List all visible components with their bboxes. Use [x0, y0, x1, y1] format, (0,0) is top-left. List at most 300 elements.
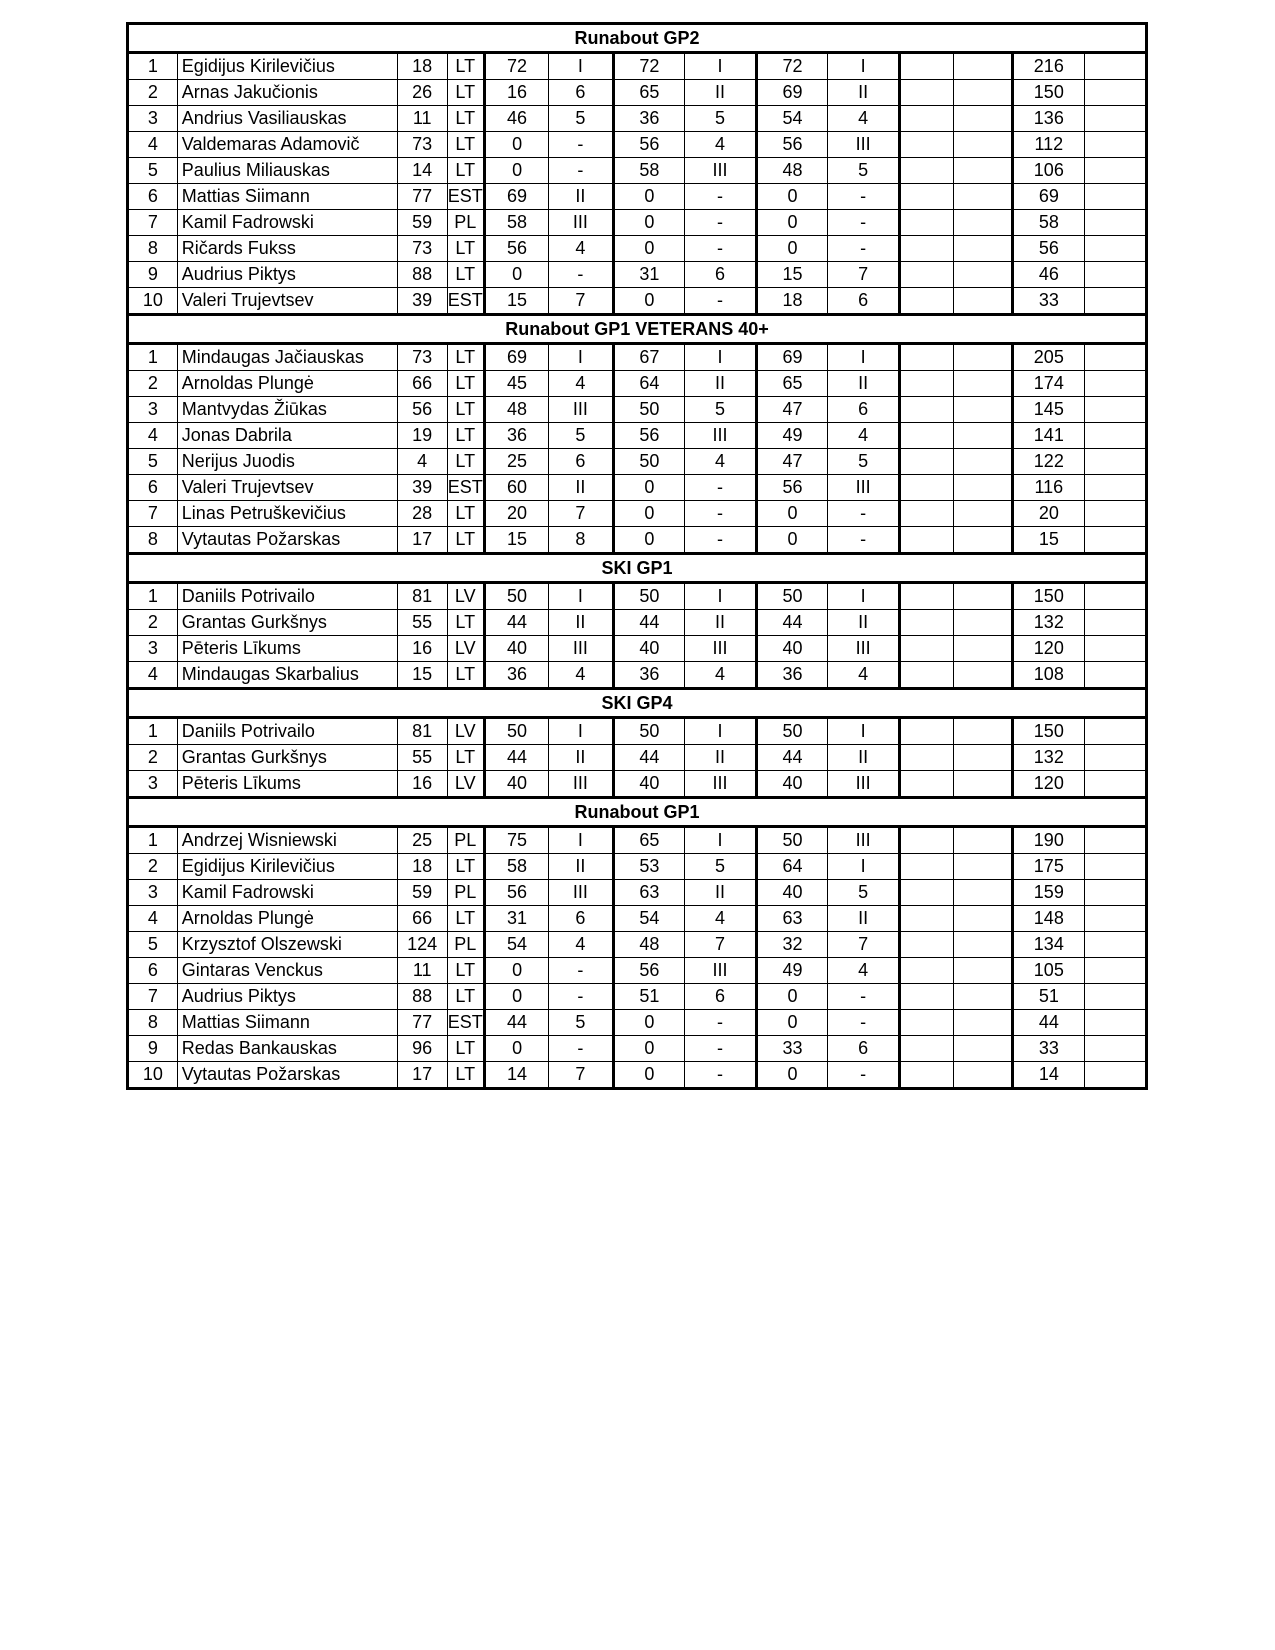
rider-name-cell: Vytautas Požarskas: [177, 1062, 397, 1089]
race-number-cell: 66: [397, 371, 447, 397]
total-points-cell: 15: [1013, 527, 1085, 554]
total-points-cell: 141: [1013, 423, 1085, 449]
country-cell: EST: [447, 184, 484, 210]
table-row: [128, 1062, 1147, 1089]
country-cell: LV: [447, 583, 484, 610]
race-number-cell: 81: [397, 583, 447, 610]
rider-name-cell: Mantvydas Žiūkas: [177, 397, 397, 423]
table-row: [128, 880, 1147, 906]
race1-points-cell: 0: [484, 132, 548, 158]
race-number-cell: 73: [397, 344, 447, 371]
race-number-cell: 96: [397, 1036, 447, 1062]
total-points-cell: 216: [1013, 53, 1085, 80]
country-cell: LT: [447, 344, 484, 371]
section-title: Runabout GP1 VETERANS 40+: [128, 315, 1147, 344]
rider-name-cell: Arnoldas Plungė: [177, 371, 397, 397]
extra-col-a-cell: [899, 449, 953, 475]
race1-place-cell: 4: [549, 236, 613, 262]
place-cell: 1: [128, 583, 178, 610]
race1-place-cell: III: [549, 210, 613, 236]
rider-name-cell: Pēteris Līkums: [177, 771, 397, 798]
rider-name-cell: Kamil Fadrowski: [177, 210, 397, 236]
race2-place-cell: III: [685, 771, 757, 798]
extra-col-b-cell: [953, 984, 1012, 1010]
race1-points-cell: 58: [484, 210, 548, 236]
race3-points-cell: 50: [756, 718, 828, 745]
extra-col-b-cell: [953, 527, 1012, 554]
race2-place-cell: 4: [685, 662, 757, 689]
race3-place-cell: II: [828, 745, 900, 771]
race2-points-cell: 64: [613, 371, 685, 397]
extra-col-c-cell: [1084, 636, 1146, 662]
total-points-cell: 122: [1013, 449, 1085, 475]
country-cell: LT: [447, 80, 484, 106]
extra-col-c-cell: [1084, 475, 1146, 501]
race3-place-cell: 4: [828, 423, 900, 449]
extra-col-b-cell: [953, 1062, 1012, 1089]
table-row: [128, 1010, 1147, 1036]
race-number-cell: 88: [397, 262, 447, 288]
race2-points-cell: 31: [613, 262, 685, 288]
total-points-cell: 106: [1013, 158, 1085, 184]
extra-col-c-cell: [1084, 827, 1146, 854]
extra-col-a-cell: [899, 771, 953, 798]
race-number-cell: 73: [397, 132, 447, 158]
place-cell: 4: [128, 662, 178, 689]
country-cell: LV: [447, 771, 484, 798]
race3-place-cell: III: [828, 827, 900, 854]
race3-place-cell: -: [828, 527, 900, 554]
rider-name-cell: Valdemaras Adamovič: [177, 132, 397, 158]
extra-col-c-cell: [1084, 132, 1146, 158]
extra-col-a-cell: [899, 958, 953, 984]
total-points-cell: 150: [1013, 80, 1085, 106]
place-cell: 5: [128, 932, 178, 958]
place-cell: 8: [128, 236, 178, 262]
race1-points-cell: 54: [484, 932, 548, 958]
table-row: [128, 932, 1147, 958]
race1-points-cell: 45: [484, 371, 548, 397]
country-cell: EST: [447, 1010, 484, 1036]
race1-place-cell: III: [549, 880, 613, 906]
race3-points-cell: 0: [756, 184, 828, 210]
race2-place-cell: 4: [685, 906, 757, 932]
race-number-cell: 77: [397, 1010, 447, 1036]
race-number-cell: 28: [397, 501, 447, 527]
extra-col-b-cell: [953, 158, 1012, 184]
race3-points-cell: 40: [756, 636, 828, 662]
race3-points-cell: 36: [756, 662, 828, 689]
race-number-cell: 14: [397, 158, 447, 184]
race-number-cell: 124: [397, 932, 447, 958]
place-cell: 8: [128, 527, 178, 554]
table-row: [128, 53, 1147, 80]
extra-col-c-cell: [1084, 745, 1146, 771]
race2-points-cell: 0: [613, 288, 685, 315]
country-cell: LV: [447, 718, 484, 745]
race3-points-cell: 0: [756, 1062, 828, 1089]
rider-name-cell: Jonas Dabrila: [177, 423, 397, 449]
extra-col-c-cell: [1084, 158, 1146, 184]
place-cell: 7: [128, 210, 178, 236]
extra-col-a-cell: [899, 106, 953, 132]
race-number-cell: 18: [397, 854, 447, 880]
race2-place-cell: -: [685, 1010, 757, 1036]
race2-points-cell: 44: [613, 745, 685, 771]
total-points-cell: 205: [1013, 344, 1085, 371]
race-number-cell: 59: [397, 210, 447, 236]
total-points-cell: 33: [1013, 288, 1085, 315]
extra-col-a-cell: [899, 610, 953, 636]
extra-col-b-cell: [953, 288, 1012, 315]
race2-points-cell: 56: [613, 132, 685, 158]
race1-place-cell: 4: [549, 662, 613, 689]
race-number-cell: 66: [397, 906, 447, 932]
place-cell: 3: [128, 636, 178, 662]
race1-points-cell: 15: [484, 527, 548, 554]
race3-place-cell: 4: [828, 662, 900, 689]
extra-col-a-cell: [899, 527, 953, 554]
country-cell: EST: [447, 475, 484, 501]
total-points-cell: 44: [1013, 1010, 1085, 1036]
race1-points-cell: 0: [484, 984, 548, 1010]
extra-col-b-cell: [953, 501, 1012, 527]
total-points-cell: 190: [1013, 827, 1085, 854]
rider-name-cell: Mattias Siimann: [177, 184, 397, 210]
table-row: [128, 1036, 1147, 1062]
extra-col-a-cell: [899, 662, 953, 689]
country-cell: LT: [447, 745, 484, 771]
race2-points-cell: 56: [613, 423, 685, 449]
race3-points-cell: 0: [756, 210, 828, 236]
extra-col-b-cell: [953, 210, 1012, 236]
place-cell: 2: [128, 610, 178, 636]
race2-points-cell: 0: [613, 210, 685, 236]
race-number-cell: 39: [397, 475, 447, 501]
race-number-cell: 4: [397, 449, 447, 475]
rider-name-cell: Egidijus Kirilevičius: [177, 854, 397, 880]
country-cell: PL: [447, 880, 484, 906]
race2-place-cell: 4: [685, 132, 757, 158]
extra-col-a-cell: [899, 132, 953, 158]
extra-col-b-cell: [953, 880, 1012, 906]
extra-col-c-cell: [1084, 344, 1146, 371]
race1-place-cell: 7: [549, 288, 613, 315]
extra-col-c-cell: [1084, 53, 1146, 80]
total-points-cell: 175: [1013, 854, 1085, 880]
extra-col-b-cell: [953, 449, 1012, 475]
extra-col-a-cell: [899, 880, 953, 906]
race3-place-cell: II: [828, 610, 900, 636]
country-cell: LT: [447, 906, 484, 932]
extra-col-b-cell: [953, 636, 1012, 662]
table-row: [128, 745, 1147, 771]
race2-place-cell: -: [685, 475, 757, 501]
race3-points-cell: 40: [756, 771, 828, 798]
extra-col-c-cell: [1084, 423, 1146, 449]
extra-col-c-cell: [1084, 610, 1146, 636]
extra-col-a-cell: [899, 827, 953, 854]
race3-points-cell: 44: [756, 610, 828, 636]
extra-col-c-cell: [1084, 184, 1146, 210]
extra-col-c-cell: [1084, 371, 1146, 397]
race1-place-cell: 6: [549, 906, 613, 932]
section-header-row: [128, 798, 1147, 827]
race-number-cell: 11: [397, 958, 447, 984]
race1-place-cell: -: [549, 132, 613, 158]
race2-place-cell: 7: [685, 932, 757, 958]
race3-place-cell: I: [828, 53, 900, 80]
race2-points-cell: 72: [613, 53, 685, 80]
race1-place-cell: II: [549, 745, 613, 771]
extra-col-c-cell: [1084, 1062, 1146, 1089]
race2-place-cell: II: [685, 80, 757, 106]
race3-place-cell: 6: [828, 1036, 900, 1062]
extra-col-a-cell: [899, 53, 953, 80]
race3-place-cell: II: [828, 906, 900, 932]
section-title: Runabout GP2: [128, 24, 1147, 53]
extra-col-b-cell: [953, 583, 1012, 610]
total-points-cell: 120: [1013, 771, 1085, 798]
total-points-cell: 132: [1013, 745, 1085, 771]
extra-col-b-cell: [953, 371, 1012, 397]
race1-points-cell: 0: [484, 958, 548, 984]
race1-points-cell: 14: [484, 1062, 548, 1089]
extra-col-c-cell: [1084, 984, 1146, 1010]
race3-points-cell: 64: [756, 854, 828, 880]
race2-place-cell: I: [685, 583, 757, 610]
place-cell: 8: [128, 1010, 178, 1036]
race2-place-cell: III: [685, 158, 757, 184]
race1-points-cell: 0: [484, 158, 548, 184]
total-points-cell: 108: [1013, 662, 1085, 689]
race2-place-cell: II: [685, 880, 757, 906]
table-row: [128, 423, 1147, 449]
race1-place-cell: -: [549, 158, 613, 184]
extra-col-c-cell: [1084, 262, 1146, 288]
race1-points-cell: 72: [484, 53, 548, 80]
place-cell: 4: [128, 423, 178, 449]
country-cell: EST: [447, 288, 484, 315]
race1-points-cell: 16: [484, 80, 548, 106]
extra-col-b-cell: [953, 771, 1012, 798]
race-number-cell: 17: [397, 1062, 447, 1089]
race1-place-cell: I: [549, 718, 613, 745]
race3-place-cell: 5: [828, 158, 900, 184]
extra-col-c-cell: [1084, 583, 1146, 610]
extra-col-a-cell: [899, 423, 953, 449]
race1-place-cell: II: [549, 475, 613, 501]
race2-place-cell: II: [685, 610, 757, 636]
table-row: [128, 662, 1147, 689]
race2-points-cell: 50: [613, 718, 685, 745]
table-row: [128, 184, 1147, 210]
extra-col-a-cell: [899, 236, 953, 262]
race-number-cell: 88: [397, 984, 447, 1010]
race3-points-cell: 49: [756, 423, 828, 449]
race-number-cell: 16: [397, 771, 447, 798]
total-points-cell: 150: [1013, 583, 1085, 610]
place-cell: 9: [128, 262, 178, 288]
table-row: [128, 158, 1147, 184]
extra-col-c-cell: [1084, 449, 1146, 475]
rider-name-cell: Audrius Piktys: [177, 262, 397, 288]
place-cell: 10: [128, 288, 178, 315]
extra-col-b-cell: [953, 262, 1012, 288]
race2-place-cell: -: [685, 210, 757, 236]
race3-points-cell: 69: [756, 344, 828, 371]
extra-col-b-cell: [953, 132, 1012, 158]
section-header-row: [128, 24, 1147, 53]
race2-points-cell: 0: [613, 527, 685, 554]
table-row: [128, 984, 1147, 1010]
race3-place-cell: I: [828, 344, 900, 371]
race1-place-cell: I: [549, 344, 613, 371]
extra-col-c-cell: [1084, 932, 1146, 958]
race2-points-cell: 65: [613, 827, 685, 854]
rider-name-cell: Mattias Siimann: [177, 1010, 397, 1036]
results-body: [128, 24, 1147, 1089]
race1-place-cell: 8: [549, 527, 613, 554]
race3-place-cell: 6: [828, 288, 900, 315]
race1-points-cell: 50: [484, 583, 548, 610]
country-cell: LT: [447, 371, 484, 397]
race3-points-cell: 50: [756, 827, 828, 854]
place-cell: 2: [128, 80, 178, 106]
total-points-cell: 150: [1013, 718, 1085, 745]
race2-place-cell: 6: [685, 984, 757, 1010]
race2-place-cell: 5: [685, 397, 757, 423]
race3-points-cell: 40: [756, 880, 828, 906]
race1-place-cell: 7: [549, 501, 613, 527]
race1-points-cell: 44: [484, 1010, 548, 1036]
place-cell: 2: [128, 745, 178, 771]
race-number-cell: 81: [397, 718, 447, 745]
race2-place-cell: 5: [685, 106, 757, 132]
rider-name-cell: Mindaugas Skarbalius: [177, 662, 397, 689]
country-cell: LT: [447, 1062, 484, 1089]
extra-col-c-cell: [1084, 1036, 1146, 1062]
country-cell: LT: [447, 527, 484, 554]
extra-col-c-cell: [1084, 527, 1146, 554]
extra-col-b-cell: [953, 662, 1012, 689]
race1-place-cell: 4: [549, 932, 613, 958]
extra-col-c-cell: [1084, 906, 1146, 932]
race2-points-cell: 58: [613, 158, 685, 184]
race1-points-cell: 20: [484, 501, 548, 527]
extra-col-b-cell: [953, 106, 1012, 132]
extra-col-b-cell: [953, 906, 1012, 932]
race1-points-cell: 48: [484, 397, 548, 423]
table-row: [128, 527, 1147, 554]
extra-col-a-cell: [899, 288, 953, 315]
race1-place-cell: I: [549, 53, 613, 80]
rider-name-cell: Pēteris Līkums: [177, 636, 397, 662]
country-cell: LT: [447, 106, 484, 132]
table-row: [128, 718, 1147, 745]
country-cell: LT: [447, 958, 484, 984]
race1-points-cell: 40: [484, 771, 548, 798]
race1-place-cell: III: [549, 636, 613, 662]
country-cell: LT: [447, 449, 484, 475]
place-cell: 3: [128, 771, 178, 798]
table-row: [128, 610, 1147, 636]
race3-points-cell: 33: [756, 1036, 828, 1062]
rider-name-cell: Andrzej Wisniewski: [177, 827, 397, 854]
extra-col-a-cell: [899, 636, 953, 662]
race1-place-cell: -: [549, 1036, 613, 1062]
place-cell: 4: [128, 906, 178, 932]
extra-col-b-cell: [953, 718, 1012, 745]
place-cell: 6: [128, 475, 178, 501]
race3-points-cell: 48: [756, 158, 828, 184]
race3-place-cell: 7: [828, 932, 900, 958]
total-points-cell: 20: [1013, 501, 1085, 527]
extra-col-b-cell: [953, 958, 1012, 984]
rider-name-cell: Ričards Fukss: [177, 236, 397, 262]
extra-col-b-cell: [953, 854, 1012, 880]
race-number-cell: 56: [397, 397, 447, 423]
race2-place-cell: III: [685, 958, 757, 984]
country-cell: LT: [447, 236, 484, 262]
country-cell: LT: [447, 158, 484, 184]
race3-place-cell: I: [828, 718, 900, 745]
extra-col-b-cell: [953, 475, 1012, 501]
country-cell: LT: [447, 984, 484, 1010]
section-title: SKI GP1: [128, 554, 1147, 583]
race3-place-cell: II: [828, 80, 900, 106]
extra-col-c-cell: [1084, 854, 1146, 880]
race2-points-cell: 67: [613, 344, 685, 371]
total-points-cell: 148: [1013, 906, 1085, 932]
race2-points-cell: 51: [613, 984, 685, 1010]
race1-place-cell: 5: [549, 423, 613, 449]
table-row: [128, 132, 1147, 158]
race2-place-cell: -: [685, 501, 757, 527]
place-cell: 4: [128, 132, 178, 158]
rider-name-cell: Valeri Trujevtsev: [177, 288, 397, 315]
race1-points-cell: 36: [484, 662, 548, 689]
section-header-row: [128, 315, 1147, 344]
race2-points-cell: 48: [613, 932, 685, 958]
table-row: [128, 371, 1147, 397]
table-row: [128, 344, 1147, 371]
place-cell: 7: [128, 984, 178, 1010]
total-points-cell: 134: [1013, 932, 1085, 958]
place-cell: 5: [128, 449, 178, 475]
race2-points-cell: 44: [613, 610, 685, 636]
extra-col-a-cell: [899, 371, 953, 397]
table-row: [128, 827, 1147, 854]
race3-points-cell: 47: [756, 449, 828, 475]
total-points-cell: 56: [1013, 236, 1085, 262]
race1-place-cell: -: [549, 958, 613, 984]
total-points-cell: 46: [1013, 262, 1085, 288]
race3-points-cell: 54: [756, 106, 828, 132]
race3-points-cell: 56: [756, 475, 828, 501]
race1-points-cell: 31: [484, 906, 548, 932]
extra-col-a-cell: [899, 397, 953, 423]
race-number-cell: 55: [397, 745, 447, 771]
race3-points-cell: 0: [756, 527, 828, 554]
extra-col-b-cell: [953, 1036, 1012, 1062]
race3-points-cell: 47: [756, 397, 828, 423]
race2-place-cell: II: [685, 745, 757, 771]
extra-col-b-cell: [953, 53, 1012, 80]
race1-place-cell: I: [549, 827, 613, 854]
country-cell: LT: [447, 423, 484, 449]
extra-col-c-cell: [1084, 1010, 1146, 1036]
